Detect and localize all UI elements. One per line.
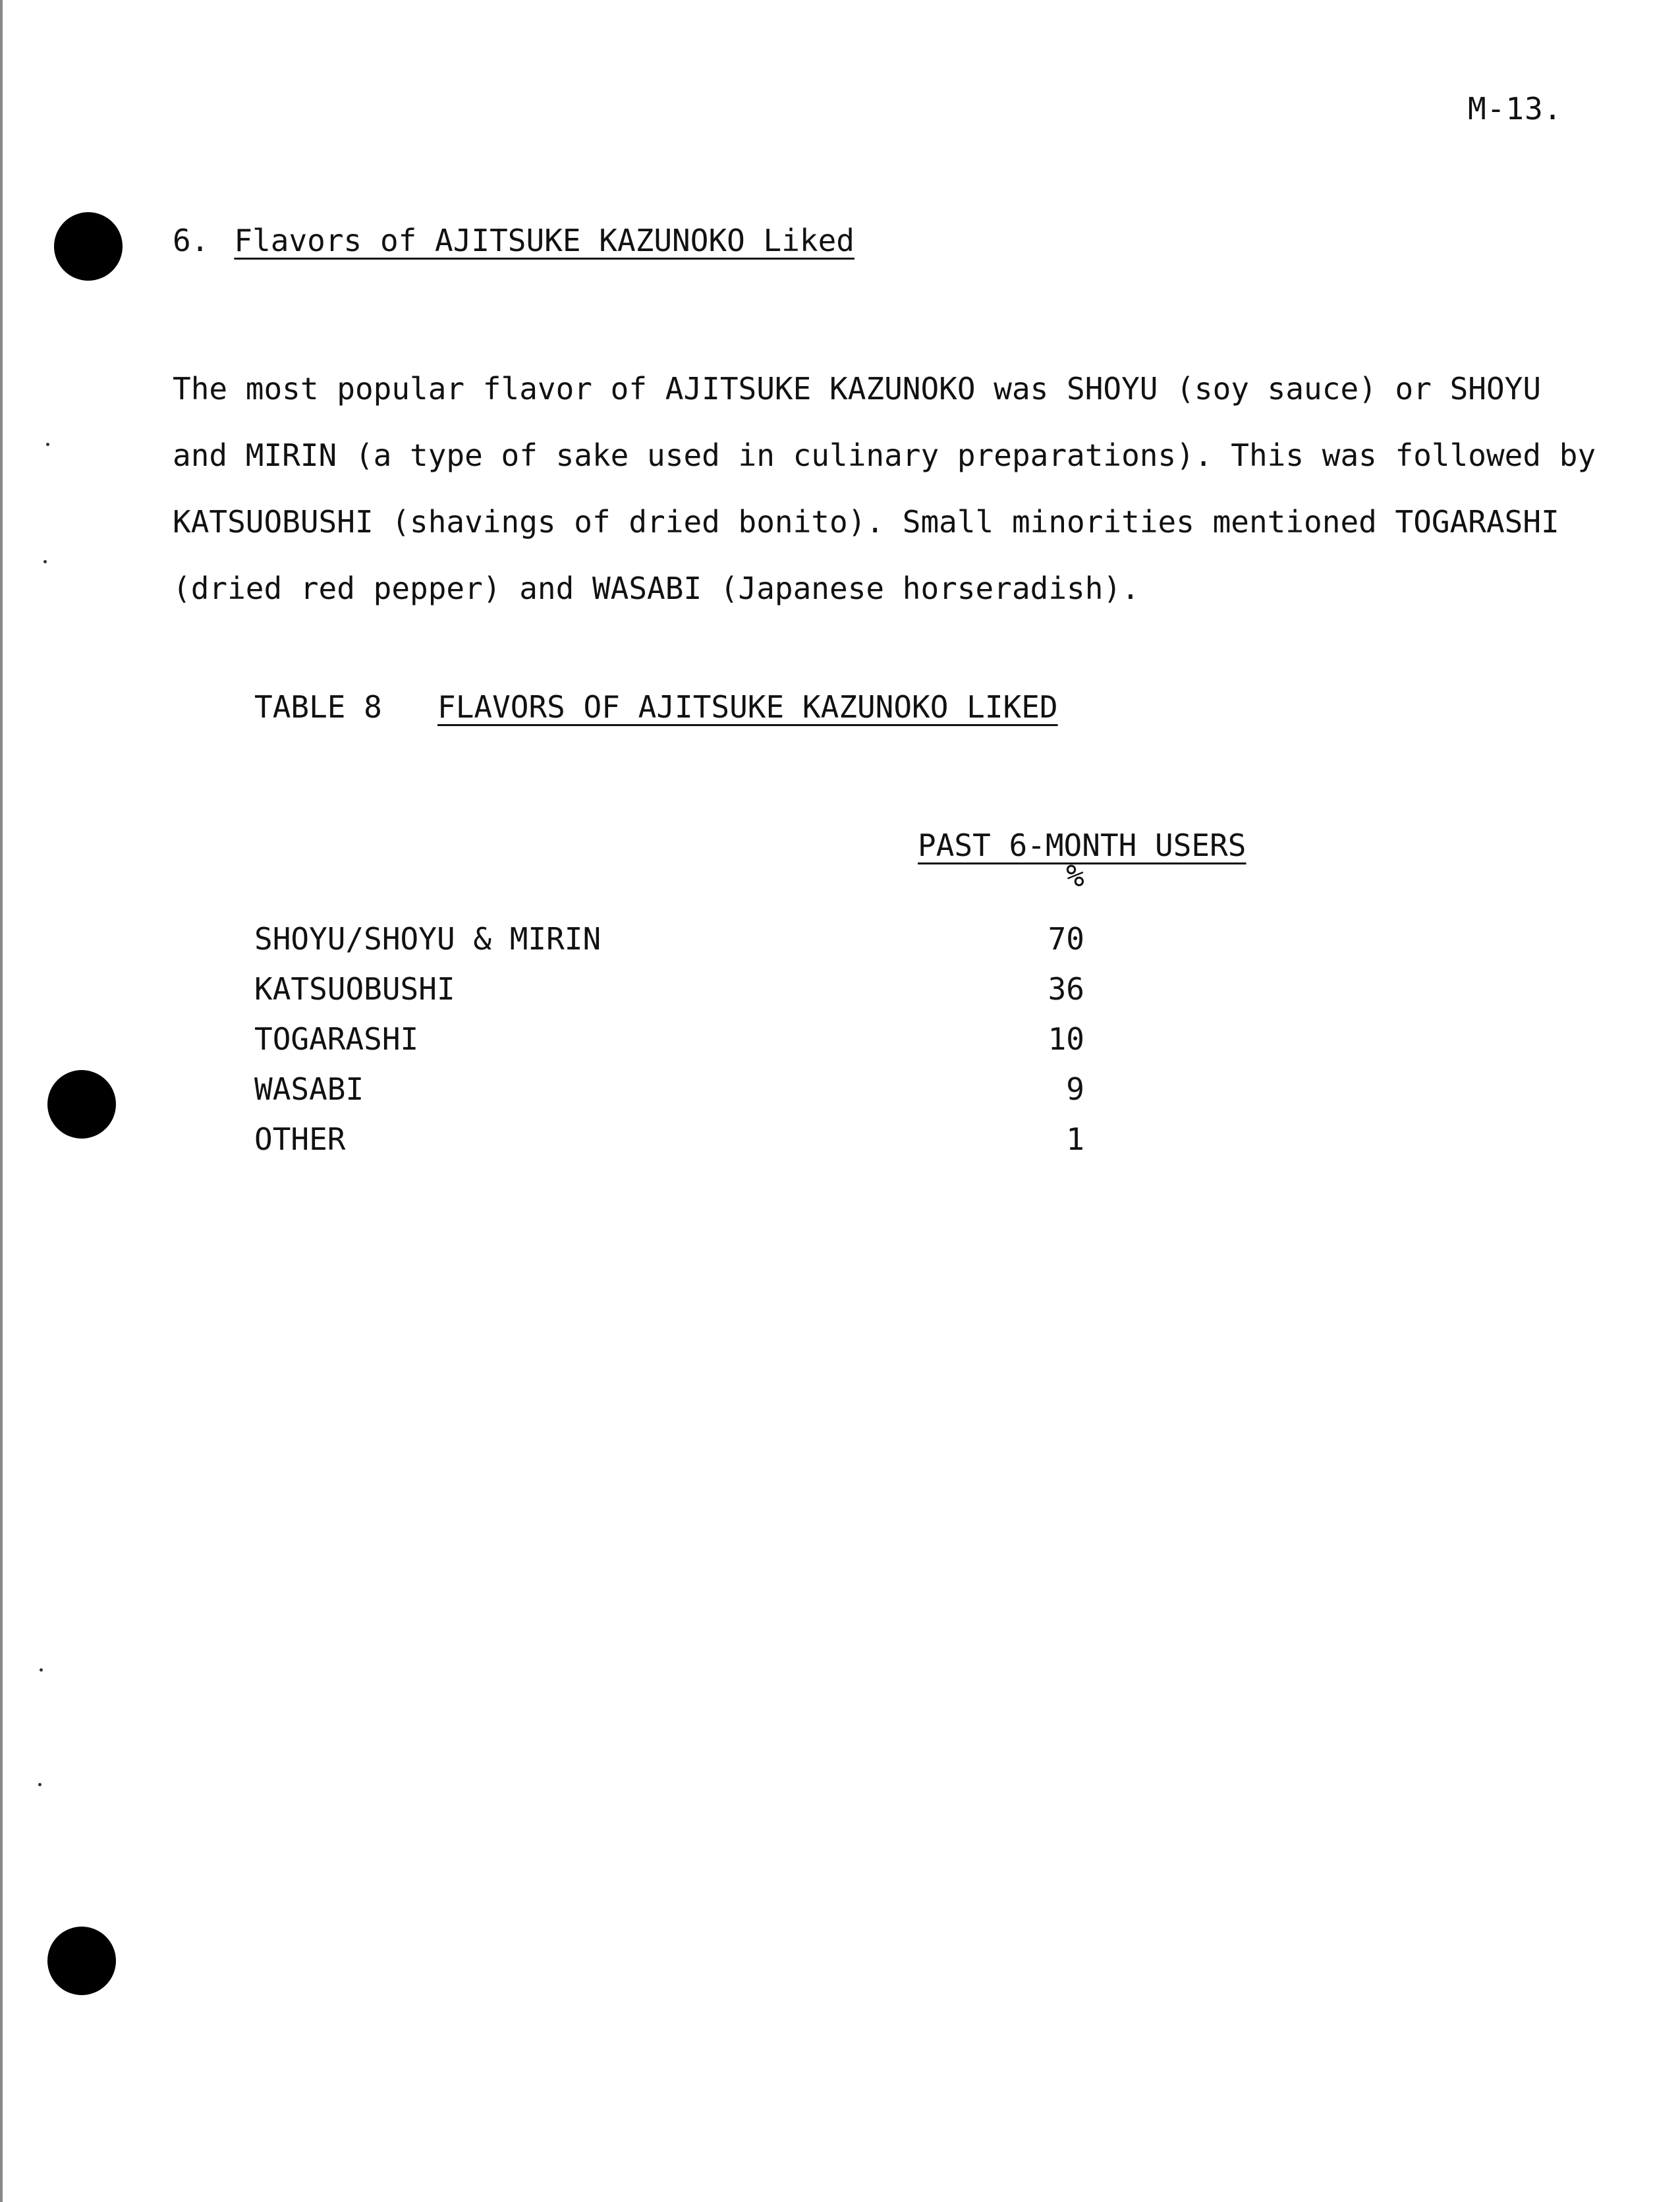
paragraph-line: (dried red pepper) and WASABI (Japanese horseradish). (173, 571, 1140, 606)
table-row (254, 971, 1177, 1021)
body-paragraph (173, 356, 1596, 622)
paragraph-line: The most popular flavor of AJITSUKE KAZUNOKO was SHOYU (soy sauce) or SHOYU (173, 371, 1542, 407)
row-value: 36 (1048, 971, 1084, 1007)
table-column-header (918, 828, 1246, 893)
paragraph-line: KATSUOBUSHI (shavings of dried bonito). Small minorities mentioned TOGARASHI (173, 504, 1559, 540)
table-label: TABLE 8 (254, 689, 382, 725)
table-row (254, 921, 1177, 971)
punch-hole-bottom (47, 1927, 116, 1995)
row-label: SHOYU/SHOYU & MIRIN (254, 921, 602, 957)
table-caption: FLAVORS OF AJITSUKE KAZUNOKO LIKED (437, 689, 1058, 725)
section-title: Flavors of AJITSUKE KAZUNOKO Liked (234, 223, 854, 258)
row-value: 10 (1048, 1021, 1084, 1057)
row-label: KATSUOBUSHI (254, 971, 455, 1007)
page-left-edge (0, 0, 3, 2202)
punch-hole-middle (47, 1070, 116, 1139)
paragraph-line: and MIRIN (a type of sake used in culinary preparations). This was followed by (173, 438, 1596, 473)
row-value: 70 (1048, 921, 1084, 957)
row-value: 9 (1066, 1071, 1084, 1107)
scan-speck (40, 1668, 43, 1672)
table-row (254, 1071, 1177, 1121)
table-row (254, 1121, 1177, 1172)
scan-speck (46, 443, 49, 446)
row-value: 1 (1066, 1121, 1084, 1157)
scan-speck (43, 560, 47, 563)
table-row (254, 1021, 1177, 1071)
row-label: TOGARASHI (254, 1021, 419, 1057)
page-number: M-13. (1468, 91, 1563, 127)
table-title (254, 689, 1058, 725)
table-body (254, 921, 1177, 1172)
section-number: 6. (173, 223, 210, 258)
column-header-unit: % (1066, 858, 1084, 893)
row-label: OTHER (254, 1121, 346, 1157)
punch-hole-top (54, 212, 123, 281)
section-heading (173, 223, 854, 258)
column-header-label: PAST 6-MONTH USERS (918, 828, 1246, 863)
scan-speck (38, 1783, 42, 1786)
row-label: WASABI (254, 1071, 364, 1107)
